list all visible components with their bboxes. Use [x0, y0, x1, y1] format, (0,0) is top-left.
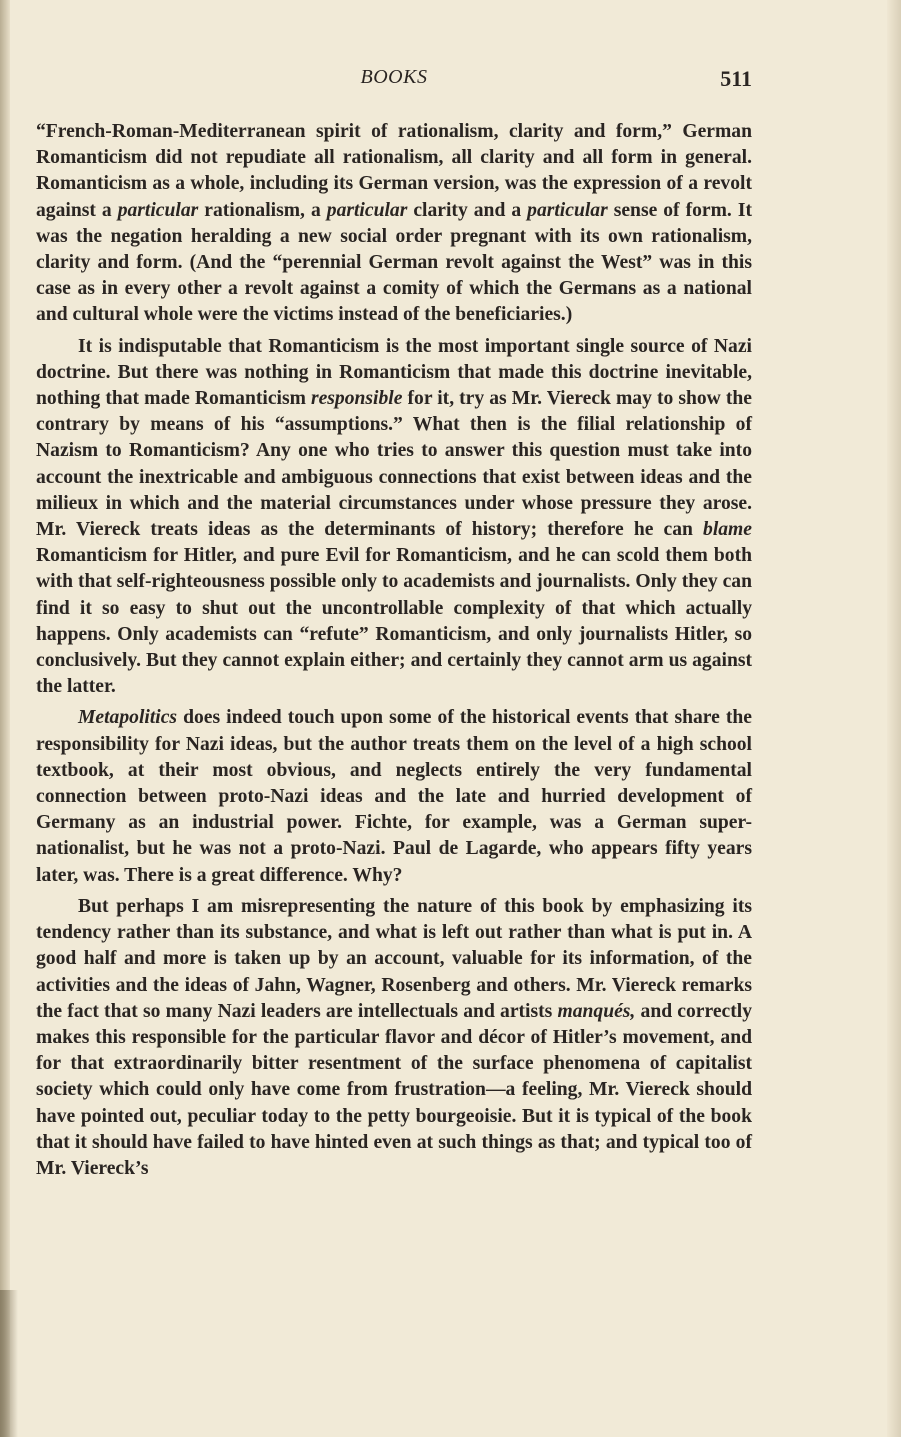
text-run: But perhaps I am misrepresenting the nature of this book by emphasizing its tendency rather than its substance, and what is left out rather than what is put in. A good half and more is taken up by an account, valuable for its information, of the activities and the ideas of Jahn, Wagner, Rosenberg and others. Mr. Viereck remarks the fact that so many Nazi leaders are intellectuals and artists	[36, 895, 752, 1022]
text-run: rationalism, a	[198, 199, 327, 221]
paragraph-1	[36, 119, 752, 329]
running-head: BOOKS	[360, 66, 428, 88]
text-run: clarity and a	[407, 199, 528, 221]
italic-term: particular	[326, 199, 408, 221]
text-run: does indeed touch upon some of the historical events that share the responsibility for Nazi ideas, but the author treats them on the level of a high school textbook, at their most obvious, and neglects entirely the very fundamental connection between proto-Nazi ideas and the late and hurried development of Germany as an industrial power. Fichte, for example, was a German super-nationalist, but he was not a proto-Nazi. Paul de Lagarde, who appears fifty years later, was. There is a great difference. Why?	[36, 707, 752, 886]
page-header	[36, 66, 752, 96]
italic-term: particular	[527, 199, 608, 221]
book-title: Metapolitics	[78, 707, 178, 729]
italic-term: responsible	[310, 388, 403, 410]
paragraph-3	[36, 705, 752, 888]
text-run: for it, try as Mr. Viereck may to show the contrary by means of his “assumptions.” What then is the filial relationship of Nazism to Romanticism? Any one who tries to answer this question must take into account the inextricable and ambiguous connections that exist between ideas and the milieux in which and the material circumstances under whose pressure they arose. Mr. Viereck treats ideas as the determinants of history; therefore he can	[36, 388, 752, 541]
italic-term: manqués,	[557, 1000, 636, 1022]
text-run: Romanticism for Hitler, and pure Evil for Romanticism, and he can scold them both with that self-righteousness possible only to academists and journalists. Only they can find it so easy to shut out the uncontrollable complexity of that which actually happens. Only academists can “refute” Romanticism, and only journalists Hitler, so conclusively. But they cannot explain either; and certainly they cannot arm us against the latter.	[36, 545, 752, 698]
text-run: sense of form. It was the negation heralding a new social order pregnant with its own rationalism, clarity and form. (And the “perennial German revolt against the West” was in this case as in every other a revolt against a comity of which the Germans as a national and cultural whole were the victims instead of the beneficiaries.)	[36, 199, 752, 326]
body-text	[36, 119, 752, 1187]
binding-shadow	[0, 1290, 18, 1437]
page-number: 511	[720, 66, 752, 91]
paragraph-4	[36, 894, 752, 1182]
page-right-edge	[887, 0, 901, 1437]
italic-term: particular	[117, 199, 199, 221]
text-run: “French-Roman-Mediterranean spirit of rationalism, clarity and form,” German Romanticism did not repudiate all rationalism, all clarity and all form in general. Romanticism as a whole, including its German version, was the expression of a revolt against a	[36, 121, 752, 221]
italic-term: blame	[703, 519, 752, 541]
text-run: and correctly makes this responsible for the particular flavor and décor of Hitler’s movement, and for that extraordinarily bitter resentment of the surface phenomena of capitalist society which could only have come from frustration—a feeling, Mr. Viereck should have pointed out, peculiar today to the petty bourgeoisie. But it is typical of the book that it should have failed to have hinted even at such things as that; and typical too of Mr. Viereck’s	[36, 1000, 752, 1179]
page-left-edge	[0, 0, 10, 1437]
text-run: It is indisputable that Romanticism is the most important single source of Nazi doctrine. But there was nothing in Romanticism that made this doctrine inevitable, nothing that made Romanticism	[36, 335, 752, 410]
paragraph-2	[36, 334, 752, 701]
